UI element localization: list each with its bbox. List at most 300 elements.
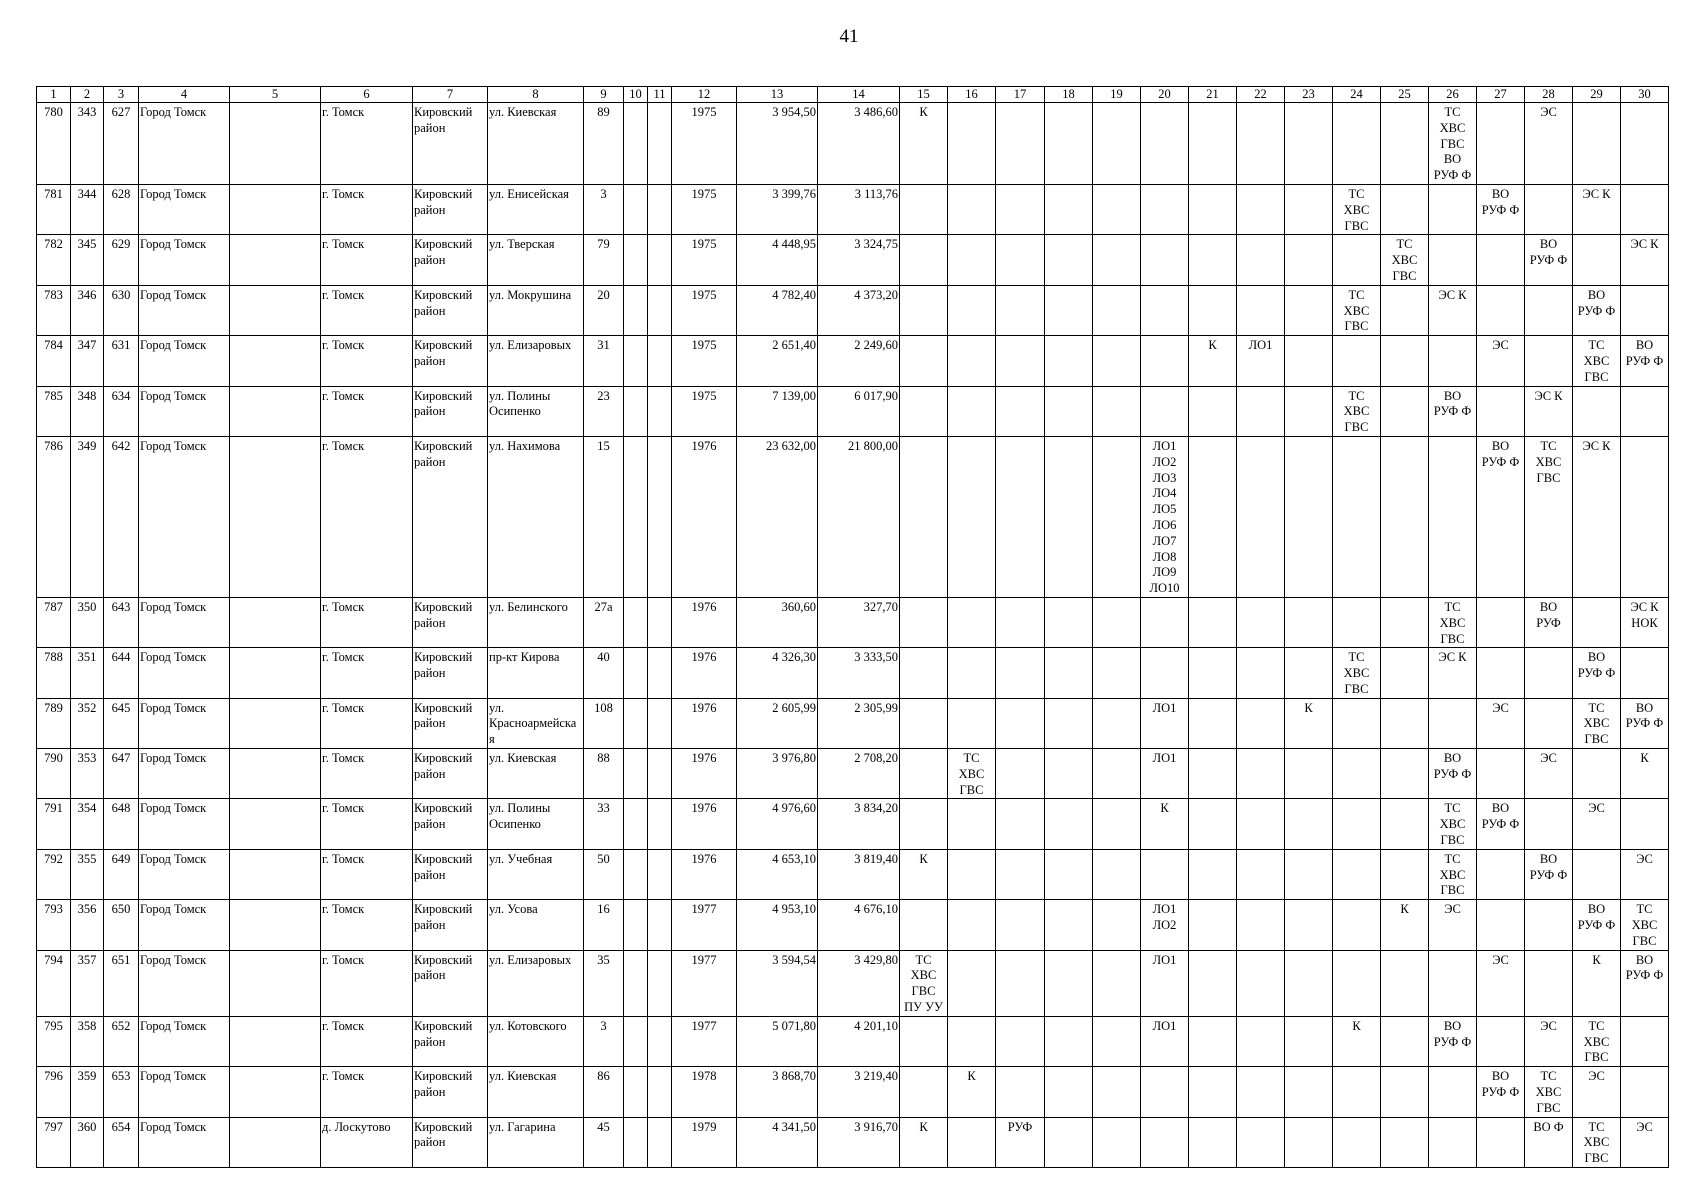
cell-col-28: ЭС К (1525, 386, 1573, 436)
cell-col-8: ул. Киевская (488, 1067, 584, 1117)
cell-col-17 (996, 648, 1045, 698)
cell-col-16 (948, 1117, 996, 1167)
cell-col-3: 645 (104, 698, 139, 748)
cell-col-4: Город Томск (139, 1016, 230, 1066)
cell-col-2: 356 (71, 900, 104, 950)
cell-col-2: 343 (71, 103, 104, 185)
table-row (37, 799, 1669, 849)
cell-col-8: пр-кт Кирова (488, 648, 584, 698)
column-header-11: 11 (648, 87, 672, 103)
column-header-28: 28 (1525, 87, 1573, 103)
cell-col-9: 45 (584, 1117, 624, 1167)
cell-col-27 (1477, 1117, 1525, 1167)
cell-col-24 (1333, 1067, 1381, 1117)
cell-col-7: Кировский район (413, 648, 488, 698)
cell-col-1: 783 (37, 285, 71, 335)
column-header-8: 8 (488, 87, 584, 103)
cell-col-7: Кировский район (413, 235, 488, 285)
cell-col-2: 357 (71, 950, 104, 1016)
table-row (37, 336, 1669, 386)
cell-col-23 (1285, 648, 1333, 698)
cell-col-22 (1237, 103, 1285, 185)
cell-col-3: 631 (104, 336, 139, 386)
cell-col-28: ЭС (1525, 749, 1573, 799)
cell-col-19 (1093, 436, 1141, 597)
cell-col-24 (1333, 597, 1381, 647)
cell-col-2: 353 (71, 749, 104, 799)
cell-col-11 (648, 1016, 672, 1066)
column-header-7: 7 (413, 87, 488, 103)
cell-col-5 (230, 436, 321, 597)
cell-col-24 (1333, 103, 1381, 185)
cell-col-21 (1189, 103, 1237, 185)
cell-col-28: ВО РУФ Ф (1525, 849, 1573, 899)
cell-col-12: 1976 (672, 648, 737, 698)
column-header-17: 17 (996, 87, 1045, 103)
cell-col-5 (230, 1117, 321, 1167)
cell-col-26: ВО РУФ Ф (1429, 386, 1477, 436)
cell-col-18 (1045, 749, 1093, 799)
cell-col-26: ВО РУФ Ф (1429, 749, 1477, 799)
cell-col-6: г. Томск (321, 386, 413, 436)
cell-col-29 (1573, 235, 1621, 285)
cell-col-11 (648, 103, 672, 185)
cell-col-6: г. Томск (321, 436, 413, 597)
cell-col-17 (996, 336, 1045, 386)
cell-col-23 (1285, 799, 1333, 849)
cell-col-24 (1333, 336, 1381, 386)
cell-col-4: Город Томск (139, 799, 230, 849)
cell-col-25 (1381, 1117, 1429, 1167)
cell-col-26 (1429, 950, 1477, 1016)
cell-col-22 (1237, 235, 1285, 285)
column-header-13: 13 (737, 87, 818, 103)
cell-col-6: г. Томск (321, 799, 413, 849)
cell-col-13: 23 632,00 (737, 436, 818, 597)
cell-col-18 (1045, 900, 1093, 950)
cell-col-8: ул. Учебная (488, 849, 584, 899)
cell-col-27 (1477, 749, 1525, 799)
cell-col-23 (1285, 950, 1333, 1016)
cell-col-25 (1381, 597, 1429, 647)
cell-col-3: 627 (104, 103, 139, 185)
cell-col-13: 3 868,70 (737, 1067, 818, 1117)
cell-col-16 (948, 336, 996, 386)
cell-col-24 (1333, 900, 1381, 950)
cell-col-6: г. Томск (321, 1016, 413, 1066)
cell-col-29 (1573, 597, 1621, 647)
cell-col-16 (948, 648, 996, 698)
cell-col-11 (648, 1067, 672, 1117)
cell-col-28 (1525, 285, 1573, 335)
cell-col-20: ЛО1 (1141, 698, 1189, 748)
cell-col-26 (1429, 698, 1477, 748)
cell-col-21 (1189, 1117, 1237, 1167)
cell-col-6: г. Томск (321, 184, 413, 234)
column-header-27: 27 (1477, 87, 1525, 103)
cell-col-9: 23 (584, 386, 624, 436)
cell-col-26: ЭС К (1429, 648, 1477, 698)
cell-col-29: ТС ХВС ГВС (1573, 1117, 1621, 1167)
cell-col-23 (1285, 1016, 1333, 1066)
cell-col-23 (1285, 336, 1333, 386)
cell-col-5 (230, 799, 321, 849)
cell-col-11 (648, 1117, 672, 1167)
cell-col-3: 629 (104, 235, 139, 285)
cell-col-2: 345 (71, 235, 104, 285)
cell-col-21 (1189, 436, 1237, 597)
cell-col-6: г. Томск (321, 1067, 413, 1117)
cell-col-2: 355 (71, 849, 104, 899)
cell-col-16 (948, 436, 996, 597)
table-row (37, 849, 1669, 899)
cell-col-4: Город Томск (139, 235, 230, 285)
cell-col-13: 4 976,60 (737, 799, 818, 849)
cell-col-21 (1189, 950, 1237, 1016)
cell-col-27: ЭС (1477, 698, 1525, 748)
cell-col-22: ЛО1 (1237, 336, 1285, 386)
cell-col-14: 6 017,90 (818, 386, 900, 436)
cell-col-3: 648 (104, 799, 139, 849)
cell-col-17 (996, 1067, 1045, 1117)
cell-col-3: 628 (104, 184, 139, 234)
cell-col-6: г. Томск (321, 103, 413, 185)
cell-col-30: ТС ХВС ГВС (1621, 900, 1669, 950)
table-row (37, 184, 1669, 234)
cell-col-22 (1237, 1067, 1285, 1117)
cell-col-11 (648, 900, 672, 950)
cell-col-27 (1477, 648, 1525, 698)
table-row (37, 698, 1669, 748)
cell-col-28 (1525, 900, 1573, 950)
cell-col-4: Город Томск (139, 698, 230, 748)
cell-col-11 (648, 799, 672, 849)
column-header-5: 5 (230, 87, 321, 103)
cell-col-26: ВО РУФ Ф (1429, 1016, 1477, 1066)
cell-col-18 (1045, 698, 1093, 748)
cell-col-16 (948, 799, 996, 849)
column-header-26: 26 (1429, 87, 1477, 103)
cell-col-13: 3 954,50 (737, 103, 818, 185)
cell-col-5 (230, 849, 321, 899)
cell-col-2: 350 (71, 597, 104, 647)
cell-col-7: Кировский район (413, 749, 488, 799)
column-header-29: 29 (1573, 87, 1621, 103)
cell-col-6: г. Томск (321, 900, 413, 950)
cell-col-11 (648, 184, 672, 234)
cell-col-21 (1189, 749, 1237, 799)
cell-col-3: 651 (104, 950, 139, 1016)
cell-col-1: 796 (37, 1067, 71, 1117)
cell-col-30 (1621, 184, 1669, 234)
cell-col-26 (1429, 436, 1477, 597)
cell-col-9: 35 (584, 950, 624, 1016)
cell-col-13: 4 953,10 (737, 900, 818, 950)
cell-col-5 (230, 235, 321, 285)
table-row (37, 285, 1669, 335)
table-row (37, 749, 1669, 799)
cell-col-29: ВО РУФ Ф (1573, 900, 1621, 950)
cell-col-12: 1975 (672, 386, 737, 436)
cell-col-29: ЭС К (1573, 436, 1621, 597)
table-row (37, 900, 1669, 950)
cell-col-14: 2 708,20 (818, 749, 900, 799)
cell-col-8: ул. Красноармейска я (488, 698, 584, 748)
cell-col-5 (230, 1067, 321, 1117)
cell-col-2: 360 (71, 1117, 104, 1167)
cell-col-4: Город Томск (139, 1117, 230, 1167)
cell-col-30 (1621, 1016, 1669, 1066)
cell-col-22 (1237, 184, 1285, 234)
cell-col-27: ЭС (1477, 336, 1525, 386)
column-header-21: 21 (1189, 87, 1237, 103)
cell-col-9: 40 (584, 648, 624, 698)
cell-col-26: ТС ХВС ГВС (1429, 597, 1477, 647)
cell-col-1: 782 (37, 235, 71, 285)
cell-col-25 (1381, 1016, 1429, 1066)
cell-col-28 (1525, 950, 1573, 1016)
cell-col-26: ТС ХВС ГВС ВО РУФ Ф (1429, 103, 1477, 185)
cell-col-5 (230, 285, 321, 335)
cell-col-24: ТС ХВС ГВС (1333, 386, 1381, 436)
cell-col-9: 33 (584, 799, 624, 849)
cell-col-24: ТС ХВС ГВС (1333, 285, 1381, 335)
cell-col-28 (1525, 648, 1573, 698)
cell-col-30: ЭС (1621, 849, 1669, 899)
cell-col-29 (1573, 749, 1621, 799)
cell-col-23 (1285, 103, 1333, 185)
cell-col-11 (648, 749, 672, 799)
cell-col-3: 650 (104, 900, 139, 950)
cell-col-3: 654 (104, 1117, 139, 1167)
cell-col-8: ул. Елизаровых (488, 336, 584, 386)
cell-col-15 (900, 1067, 948, 1117)
cell-col-11 (648, 698, 672, 748)
cell-col-12: 1976 (672, 698, 737, 748)
cell-col-17 (996, 285, 1045, 335)
cell-col-17: РУФ (996, 1117, 1045, 1167)
cell-col-26 (1429, 1117, 1477, 1167)
cell-col-23 (1285, 436, 1333, 597)
cell-col-25 (1381, 336, 1429, 386)
cell-col-1: 785 (37, 386, 71, 436)
cell-col-30 (1621, 648, 1669, 698)
cell-col-23 (1285, 285, 1333, 335)
cell-col-10 (624, 235, 648, 285)
cell-col-27 (1477, 386, 1525, 436)
cell-col-6: г. Томск (321, 235, 413, 285)
cell-col-29: ТС ХВС ГВС (1573, 1016, 1621, 1066)
cell-col-6: г. Томск (321, 698, 413, 748)
cell-col-18 (1045, 799, 1093, 849)
cell-col-15 (900, 184, 948, 234)
column-header-12: 12 (672, 87, 737, 103)
cell-col-6: г. Томск (321, 285, 413, 335)
cell-col-18 (1045, 950, 1093, 1016)
cell-col-21 (1189, 1016, 1237, 1066)
cell-col-9: 89 (584, 103, 624, 185)
cell-col-29 (1573, 103, 1621, 185)
cell-col-17 (996, 386, 1045, 436)
cell-col-8: ул. Полины Осипенко (488, 386, 584, 436)
cell-col-15 (900, 235, 948, 285)
cell-col-8: ул. Киевская (488, 103, 584, 185)
cell-col-27 (1477, 597, 1525, 647)
cell-col-16 (948, 386, 996, 436)
cell-col-18 (1045, 336, 1093, 386)
cell-col-24: ТС ХВС ГВС (1333, 648, 1381, 698)
cell-col-11 (648, 597, 672, 647)
cell-col-22 (1237, 749, 1285, 799)
cell-col-1: 791 (37, 799, 71, 849)
cell-col-20 (1141, 648, 1189, 698)
cell-col-25 (1381, 285, 1429, 335)
cell-col-18 (1045, 1117, 1093, 1167)
cell-col-25: ТС ХВС ГВС (1381, 235, 1429, 285)
cell-col-24 (1333, 436, 1381, 597)
table-row (37, 235, 1669, 285)
cell-col-19 (1093, 285, 1141, 335)
cell-col-26 (1429, 336, 1477, 386)
cell-col-8: ул. Полины Осипенко (488, 799, 584, 849)
column-header-22: 22 (1237, 87, 1285, 103)
cell-col-17 (996, 749, 1045, 799)
cell-col-9: 3 (584, 184, 624, 234)
cell-col-4: Город Томск (139, 900, 230, 950)
cell-col-2: 348 (71, 386, 104, 436)
cell-col-21 (1189, 799, 1237, 849)
cell-col-15 (900, 799, 948, 849)
cell-col-8: ул. Усова (488, 900, 584, 950)
cell-col-20 (1141, 597, 1189, 647)
cell-col-7: Кировский район (413, 900, 488, 950)
cell-col-19 (1093, 235, 1141, 285)
cell-col-10 (624, 900, 648, 950)
cell-col-22 (1237, 950, 1285, 1016)
cell-col-6: г. Томск (321, 648, 413, 698)
cell-col-5 (230, 648, 321, 698)
cell-col-16 (948, 597, 996, 647)
cell-col-12: 1978 (672, 1067, 737, 1117)
cell-col-28: ТС ХВС ГВС (1525, 1067, 1573, 1117)
cell-col-19 (1093, 900, 1141, 950)
table-row (37, 1067, 1669, 1117)
cell-col-9: 20 (584, 285, 624, 335)
cell-col-1: 786 (37, 436, 71, 597)
cell-col-4: Город Томск (139, 749, 230, 799)
cell-col-10 (624, 799, 648, 849)
cell-col-27: ВО РУФ Ф (1477, 799, 1525, 849)
cell-col-12: 1975 (672, 103, 737, 185)
cell-col-6: г. Томск (321, 749, 413, 799)
cell-col-19 (1093, 1016, 1141, 1066)
cell-col-30: ЭС (1621, 1117, 1669, 1167)
cell-col-14: 2 305,99 (818, 698, 900, 748)
cell-col-22 (1237, 436, 1285, 597)
cell-col-26 (1429, 184, 1477, 234)
cell-col-29: ВО РУФ Ф (1573, 648, 1621, 698)
cell-col-28 (1525, 184, 1573, 234)
cell-col-1: 788 (37, 648, 71, 698)
cell-col-15 (900, 1016, 948, 1066)
cell-col-7: Кировский район (413, 336, 488, 386)
cell-col-24: К (1333, 1016, 1381, 1066)
cell-col-21 (1189, 285, 1237, 335)
cell-col-30: К (1621, 749, 1669, 799)
cell-col-20: ЛО1 (1141, 749, 1189, 799)
cell-col-13: 5 071,80 (737, 1016, 818, 1066)
cell-col-2: 354 (71, 799, 104, 849)
cell-col-9: 79 (584, 235, 624, 285)
cell-col-14: 4 676,10 (818, 900, 900, 950)
cell-col-19 (1093, 184, 1141, 234)
cell-col-25 (1381, 648, 1429, 698)
cell-col-19 (1093, 849, 1141, 899)
cell-col-4: Город Томск (139, 1067, 230, 1117)
cell-col-19 (1093, 698, 1141, 748)
cell-col-10 (624, 698, 648, 748)
cell-col-4: Город Томск (139, 849, 230, 899)
cell-col-27: ВО РУФ Ф (1477, 184, 1525, 234)
column-header-24: 24 (1333, 87, 1381, 103)
cell-col-12: 1975 (672, 184, 737, 234)
cell-col-12: 1976 (672, 597, 737, 647)
column-header-15: 15 (900, 87, 948, 103)
cell-col-15: К (900, 103, 948, 185)
cell-col-5 (230, 103, 321, 185)
cell-col-22 (1237, 900, 1285, 950)
cell-col-3: 644 (104, 648, 139, 698)
table-row (37, 950, 1669, 1016)
cell-col-12: 1975 (672, 285, 737, 335)
cell-col-28: ВО РУФ (1525, 597, 1573, 647)
cell-col-13: 4 341,50 (737, 1117, 818, 1167)
cell-col-16 (948, 184, 996, 234)
cell-col-13: 2 605,99 (737, 698, 818, 748)
cell-col-15 (900, 648, 948, 698)
cell-col-1: 795 (37, 1016, 71, 1066)
cell-col-25 (1381, 698, 1429, 748)
cell-col-16 (948, 103, 996, 185)
cell-col-9: 86 (584, 1067, 624, 1117)
cell-col-19 (1093, 1117, 1141, 1167)
table-row (37, 1016, 1669, 1066)
cell-col-15: ТС ХВС ГВС ПУ УУ (900, 950, 948, 1016)
cell-col-12: 1976 (672, 749, 737, 799)
cell-col-12: 1977 (672, 1016, 737, 1066)
cell-col-28: ЭС (1525, 103, 1573, 185)
cell-col-4: Город Томск (139, 285, 230, 335)
cell-col-10 (624, 184, 648, 234)
cell-col-17 (996, 597, 1045, 647)
cell-col-21 (1189, 235, 1237, 285)
cell-col-17 (996, 849, 1045, 899)
cell-col-7: Кировский район (413, 1117, 488, 1167)
cell-col-6: г. Томск (321, 950, 413, 1016)
cell-col-7: Кировский район (413, 103, 488, 185)
cell-col-30 (1621, 436, 1669, 597)
cell-col-1: 792 (37, 849, 71, 899)
cell-col-20: ЛО1 ЛО2 (1141, 900, 1189, 950)
cell-col-16 (948, 900, 996, 950)
cell-col-19 (1093, 1067, 1141, 1117)
cell-col-14: 3 916,70 (818, 1117, 900, 1167)
cell-col-1: 789 (37, 698, 71, 748)
cell-col-10 (624, 1117, 648, 1167)
cell-col-1: 787 (37, 597, 71, 647)
cell-col-14: 327,70 (818, 597, 900, 647)
cell-col-26: ТС ХВС ГВС (1429, 849, 1477, 899)
